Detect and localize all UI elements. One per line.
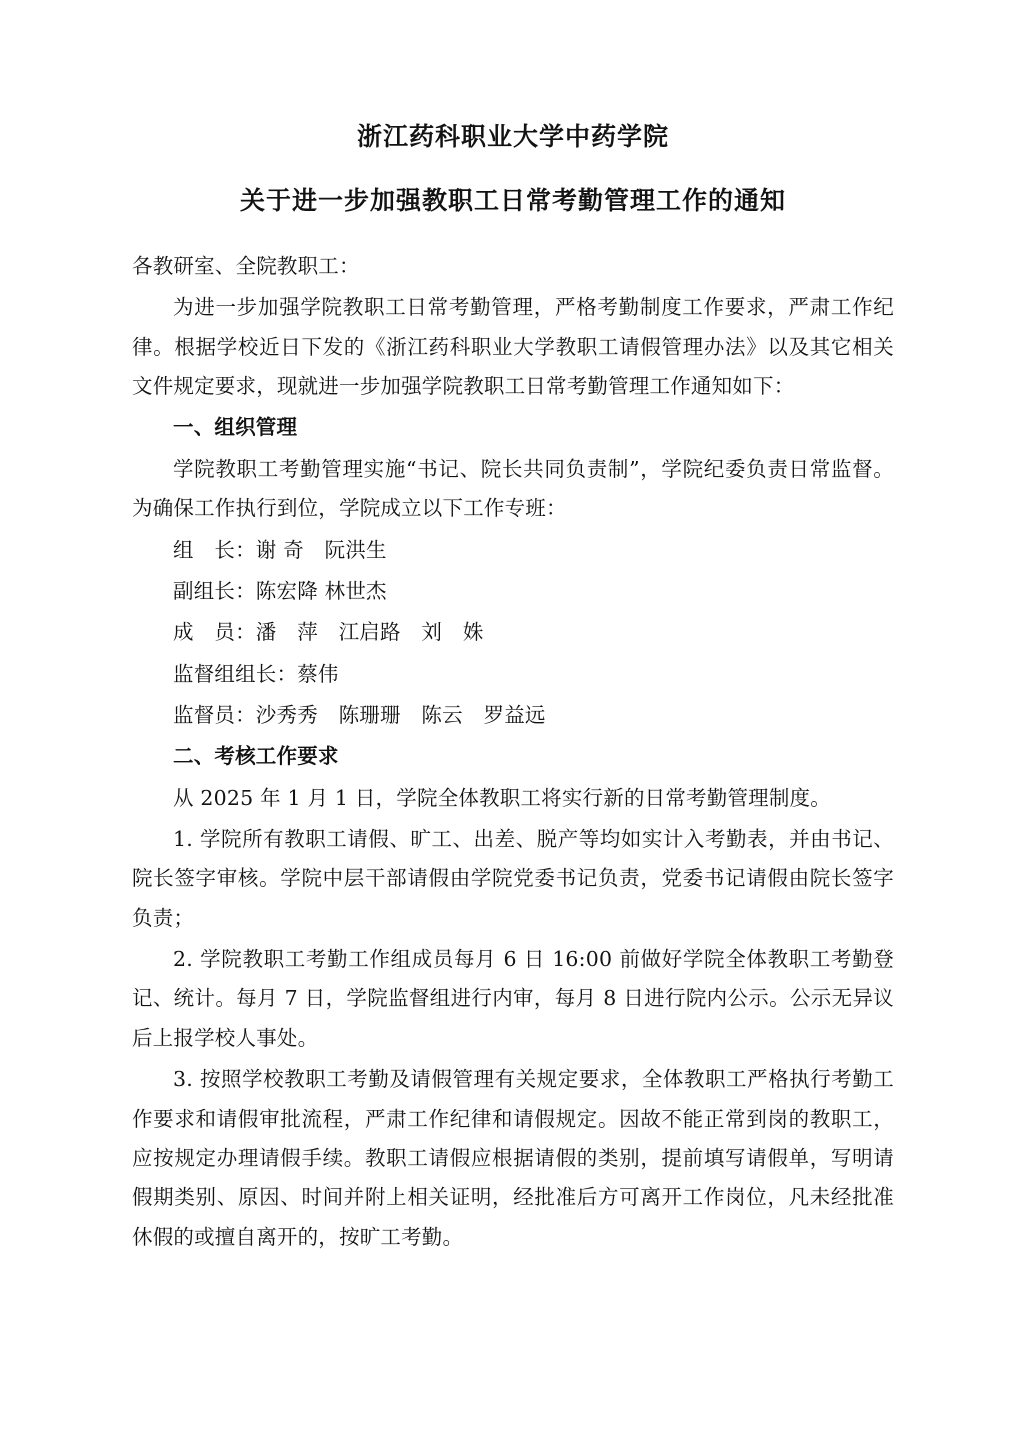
section-2-intro-paragraph: 从 2025 年 1 月 1 日，学院全体教职工将实行新的日常考勤管理制度。 <box>173 785 831 810</box>
roster-line-supervision-head: 监督组组长：蔡伟 <box>173 661 339 686</box>
roster-line-leader: 组 长：谢 奇 阮洪生 <box>173 537 387 562</box>
section-2-item-3: 3. 按照学校教职工考勤及请假管理有关规定要求，全体教职工严格执行考勤工作要求和请假审批流程，严肃工作纪律和请假规定。因故不能正常到岗的教职工，应按规定办理请假手续。教职工请假应根据请假的类别，提前填写请假单，写明请假期类别、原因、时间并附上相关证明，经批准后方可离开工作岗位，凡未经批准休假的或擅自离开的，按旷工考勤。 <box>132 1067 894 1249</box>
intro-paragraph: 为进一步加强学院教职工日常考勤管理，严格考勤制度工作要求，严肃工作纪律。根据学校近日下发的《浙江药科职业大学教职工请假管理办法》以及其它相关文件规定要求，现就进一步加强学院教职工日常考勤管理工作通知如下： <box>132 295 894 399</box>
section-1-heading: 一、组织管理 <box>173 415 298 440</box>
section-2-item-1: 1. 学院所有教职工请假、旷工、出差、脱产等均如实计入考勤表，并由书记、院长签字审核。学院中层干部请假由学院党委书记负责，党委书记请假由院长签字负责； <box>132 827 894 930</box>
section-2-item-2: 2. 学院教职工考勤工作组成员每月 6 日 16:00 前做好学院全体教职工考勤登记、统计。每月 7 日，学院监督组进行内审，每月 8 日进行院内公示。公示无异议后上报学校人事处。 <box>132 947 894 1050</box>
roster-line-supervisors: 监督员：沙秀秀 陈珊珊 陈云 罗益远 <box>173 702 546 727</box>
salutation: 各教研室、全院教职工： <box>132 254 360 278</box>
document-title-line-1: 浙江药科职业大学中药学院 <box>356 122 669 151</box>
document-body <box>132 118 894 1259</box>
section-1-paragraph: 学院教职工考勤管理实施“书记、院长共同负责制”，学院纪委负责日常监督。为确保工作执行到位，学院成立以下工作专班： <box>132 456 894 521</box>
document-title-line-2: 关于进一步加强教职工日常考勤管理工作的通知 <box>239 185 786 215</box>
roster-line-members: 成 员：潘 萍 江启路 刘 姝 <box>173 620 484 645</box>
section-2-heading: 二、考核工作要求 <box>173 744 339 769</box>
roster-line-deputy-leader: 副组长：陈宏降 林世杰 <box>173 578 387 603</box>
